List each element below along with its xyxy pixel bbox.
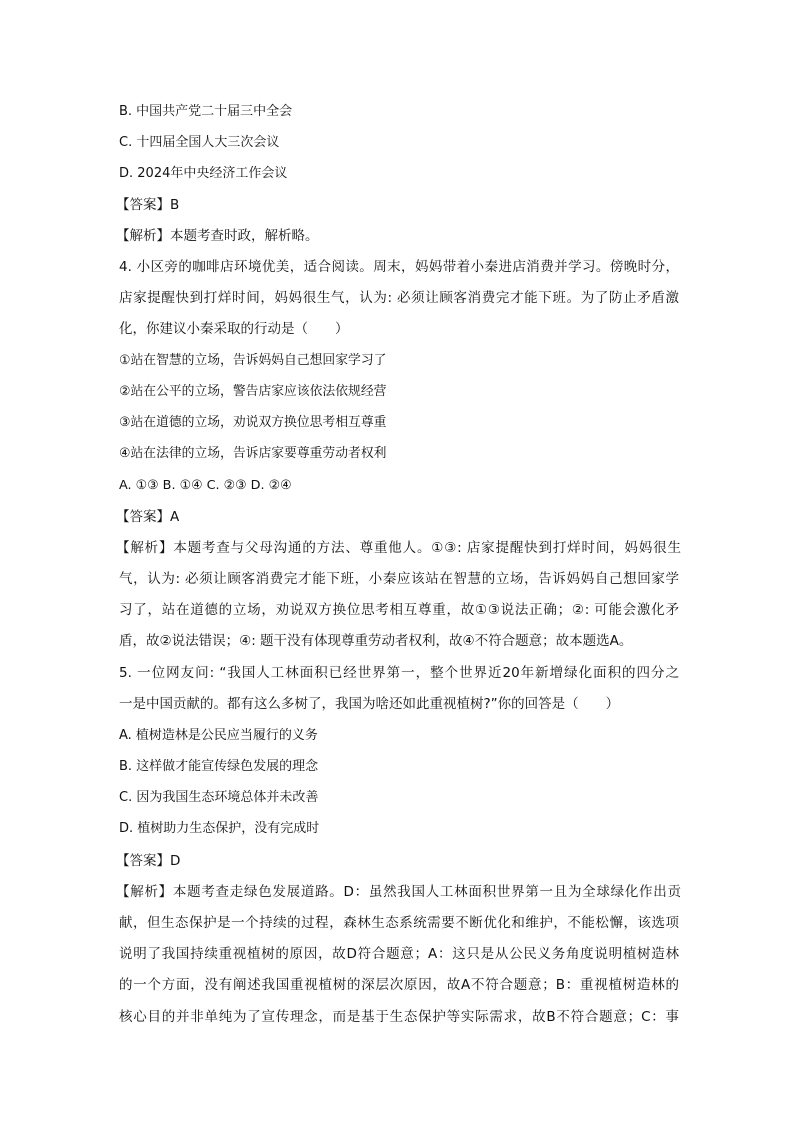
question-4-text-line: 4. 小区旁的咖啡店环境优美，适合阅读。周末，妈妈带着小秦进店消费并学习。傍晚时分， — [119, 259, 679, 275]
analysis-line: 气，认为: 必须让顾客消费完才能下班，小秦应该站在智慧的立场，告诉妈妈自己想回家学 — [119, 571, 679, 587]
option-d-line: D. 植树助力生态保护，没有完成时 — [119, 821, 320, 836]
question-5-text-line: 5. 一位网友问: “我国人工林面积已经世界第一，整个世界近20年新增绿化面积的四分之 — [119, 665, 679, 681]
option-b-line: B. 这样做才能宣传绿色发展的理念 — [119, 759, 319, 774]
option-a-line: A. 植树造林是公民应当履行的义务 — [119, 728, 318, 743]
question-4-text-line: 化，你建议小秦采取的行动是（ ） — [119, 321, 349, 337]
statement-line: ①站在智慧的立场，告诉妈妈自己想回家学习了 — [119, 353, 387, 368]
analysis-line: 【解析】本题考查与父母沟通的方法、尊重他人。①③: 店家提醒快到打烊时间，妈妈很生 — [116, 540, 681, 556]
statement-line: ②站在公平的立场，警告店家应该依法依规经营 — [119, 384, 387, 399]
question-4-text-line: 店家提醒快到打烊时间，妈妈很生气，认为: 必须让顾客消费完才能下班。为了防止矛盾激 — [119, 290, 679, 306]
analysis-line: 【解析】本题考查时政，解析略。 — [116, 228, 319, 244]
analysis-line: 核心目的并非单纯为了宣传理念，而是基于生态保护等实际需求，故B不符合题意；C：事 — [119, 1009, 679, 1025]
answer-line: 【答案】D — [116, 853, 181, 869]
option-b-line: B. 中国共产党二十届三中全会 — [119, 104, 293, 119]
analysis-line: 的一个方面，没有阐述我国重视植树的深层次原因，故A不符合题意；B：重视植树造林的 — [119, 977, 679, 993]
option-d-line: D. 2024年中央经济工作会议 — [119, 166, 288, 181]
question-5-text-line: 一是中国贡献的。都有这么多树了，我国为啥还如此重视植树?”你的回答是（ ） — [119, 696, 620, 712]
analysis-line: 【解析】本题考查走绿色发展道路。D：虽然我国人工林面积世界第一且为全球绿化作出贡 — [116, 884, 681, 900]
analysis-line: 习了，站在道德的立场，劝说双方换位思考相互尊重，故①③说法正确；②: 可能会激化矛 — [119, 602, 679, 618]
choices-line: A. ①③ B. ①④ C. ②③ D. ②④ — [119, 478, 292, 493]
statement-line: ③站在道德的立场，劝说双方换位思考相互尊重 — [119, 415, 387, 430]
option-c-line: C. 因为我国生态环境总体并未改善 — [119, 790, 319, 805]
answer-line: 【答案】B — [116, 197, 180, 213]
statement-line: ④站在法律的立场，告诉店家要尊重劳动者权利 — [119, 446, 387, 461]
analysis-line: 说明了我国持续重视植树的原因，故D符合题意；A：这只是从公民义务角度说明植树造林 — [119, 946, 679, 962]
answer-line: 【答案】A — [116, 509, 180, 525]
analysis-line: 献，但生态保护是一个持续的过程，森林生态系统需要不断优化和维护，不能松懈，该选项 — [119, 915, 679, 931]
option-c-line: C. 十四届全国人大三次会议 — [119, 135, 280, 150]
analysis-line: 盾，故②说法错误；④: 题干没有体现尊重劳动者权利，故④不符合题意；故本题选A。 — [119, 633, 633, 649]
